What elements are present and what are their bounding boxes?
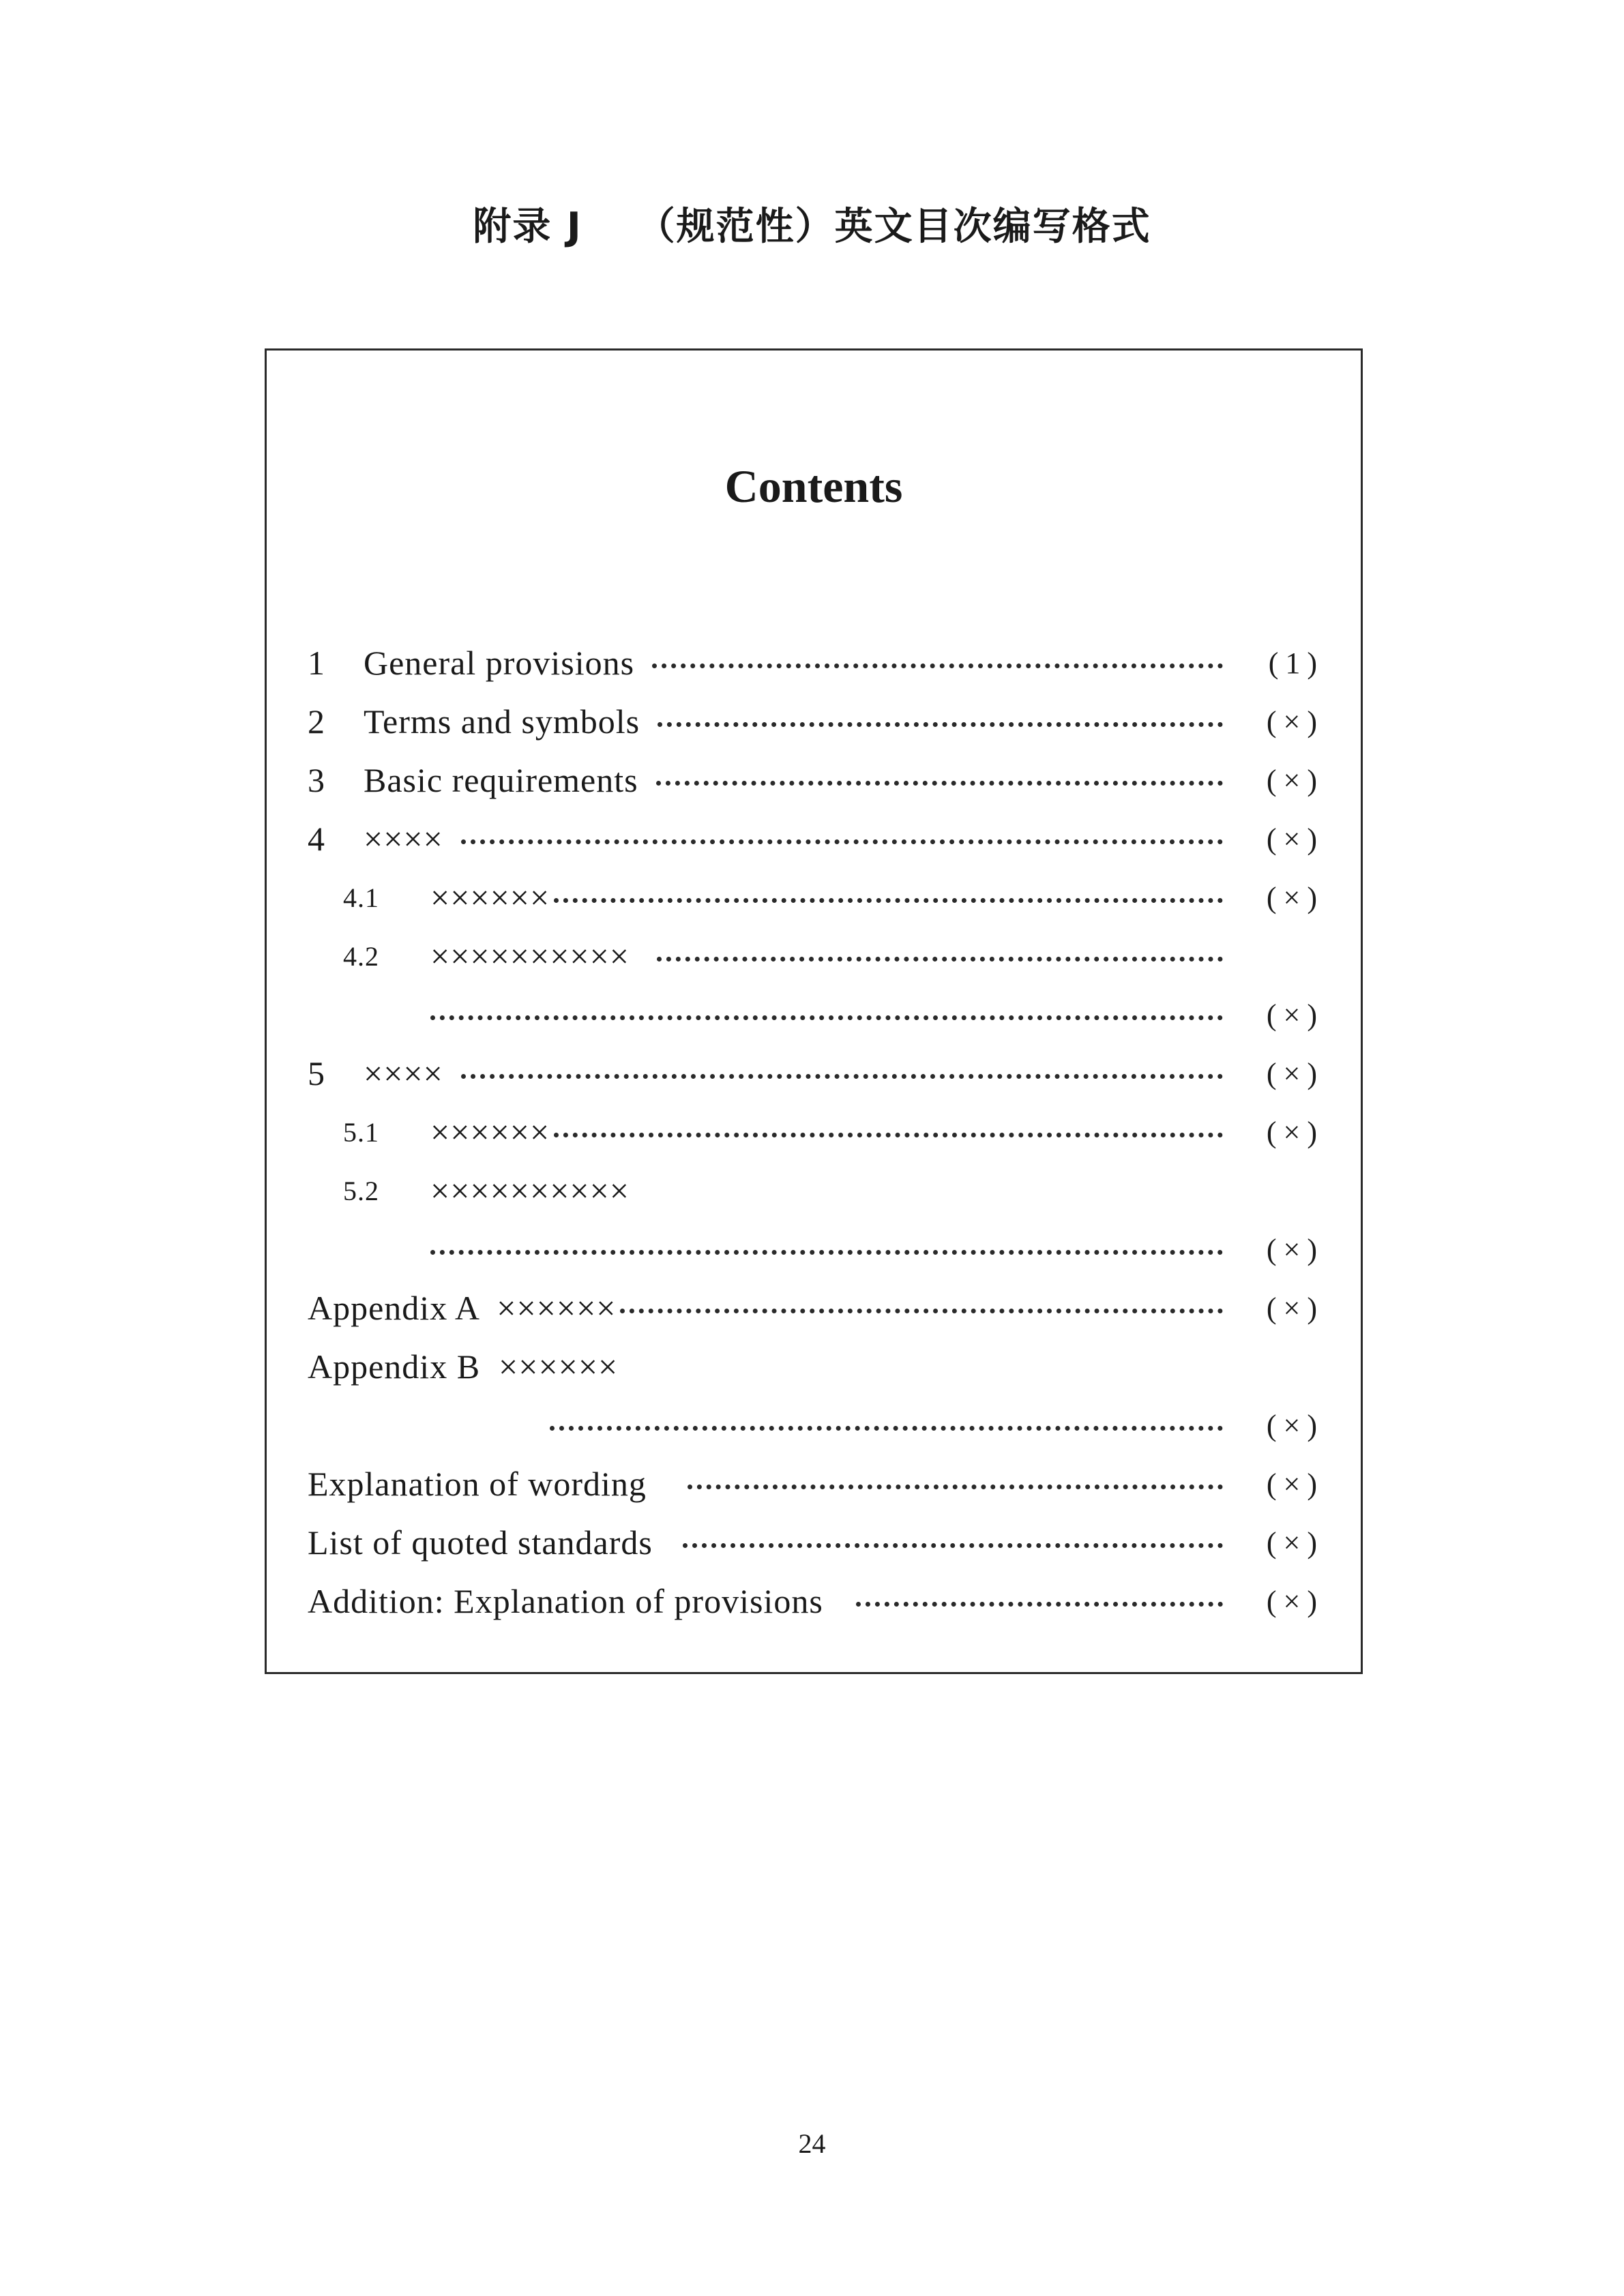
toc-entry-page: (×) <box>1266 880 1324 914</box>
appendix-heading <box>0 196 1624 251</box>
toc-subentry <box>308 868 1324 927</box>
toc-entry-page: (×) <box>1266 1584 1324 1618</box>
toc-entry-text: Appendix A ×××××× <box>308 1289 617 1327</box>
toc-continuation <box>308 1396 1324 1455</box>
toc-entry-page: (×) <box>1266 1525 1324 1560</box>
dot-leader <box>658 722 1223 727</box>
toc-entry-page: (×) <box>1266 1232 1324 1266</box>
toc-entry-page: (×) <box>1266 1115 1324 1149</box>
dot-leader <box>856 1602 1223 1607</box>
toc-entry <box>308 1044 1324 1103</box>
toc-continuation <box>308 1220 1324 1279</box>
toc-entry-text: ×××××× <box>430 1113 550 1151</box>
toc-entry-text: ×××××× <box>430 878 550 916</box>
toc-entry-page: (×) <box>1266 1056 1324 1090</box>
dot-leader <box>688 1485 1223 1489</box>
toc-continuation <box>308 985 1324 1044</box>
dot-leader <box>657 957 1223 961</box>
toc-entry-text: Basic requirements <box>364 761 638 799</box>
toc-subentry <box>308 927 1324 985</box>
dot-leader <box>430 1250 1223 1255</box>
appendix-label: 附录 J <box>473 205 582 249</box>
dot-leader <box>461 1074 1223 1079</box>
toc-entry <box>308 751 1324 809</box>
toc-entry-number: 2 <box>308 702 325 741</box>
toc-entry-text: Explanation of wording <box>308 1465 647 1503</box>
toc-frame <box>265 348 1363 1674</box>
dot-leader <box>461 839 1223 844</box>
dot-leader <box>683 1543 1223 1548</box>
dot-leader <box>656 781 1223 786</box>
toc-entry-page: (1) <box>1268 646 1324 680</box>
toc-entry-text: Addition: Explanation of provisions <box>308 1582 823 1620</box>
toc-entry-text: Terms and symbols <box>364 702 640 741</box>
toc-entry-page: (×) <box>1266 998 1324 1032</box>
toc-subentry <box>308 1103 1324 1161</box>
toc-entry-number: 4 <box>308 820 325 858</box>
appendix-title: （规范性）英文目次编写格式 <box>636 205 1151 249</box>
toc-entry <box>308 633 1324 692</box>
dot-leader <box>620 1309 1223 1313</box>
toc-entry-number: 5.2 <box>343 1175 379 1206</box>
toc-entry <box>308 1513 1324 1572</box>
toc-entry <box>308 809 1324 868</box>
toc-entry-number: 4.1 <box>343 882 379 913</box>
page-number: 24 <box>798 2128 826 2159</box>
toc-entry-text: ×××××××××× <box>430 937 630 975</box>
dot-leader <box>430 1015 1223 1020</box>
toc-entry <box>308 1572 1324 1630</box>
toc-entry <box>308 1279 1324 1337</box>
toc-entry-text: List of quoted standards <box>308 1523 653 1562</box>
dot-leader <box>550 1426 1223 1431</box>
toc-entry-page: (×) <box>1266 704 1324 739</box>
toc-subentry <box>308 1161 1324 1220</box>
toc-list <box>308 633 1324 1630</box>
toc-entry-number: 3 <box>308 761 325 799</box>
dot-leader <box>554 898 1223 903</box>
toc-entry-text: Appendix B ×××××× <box>308 1347 619 1386</box>
toc-title: Contents <box>724 460 903 512</box>
toc-entry-page: (×) <box>1266 1467 1324 1501</box>
toc-entry-page: (×) <box>1266 1291 1324 1325</box>
toc-entry-page: (×) <box>1266 763 1324 797</box>
toc-entry <box>308 1337 1324 1396</box>
toc-entry-number: 4.2 <box>343 940 379 972</box>
toc-entry-text: ×××× <box>364 820 443 858</box>
dot-leader <box>652 664 1223 668</box>
toc-entry-text: ×××××××××× <box>430 1172 630 1210</box>
toc-entry-number: 1 <box>308 644 325 682</box>
toc-entry-number: 5.1 <box>343 1116 379 1148</box>
dot-leader <box>554 1133 1223 1137</box>
toc-entry-page: (×) <box>1266 822 1324 856</box>
toc-entry-page: (×) <box>1266 1408 1324 1442</box>
toc-entry-text: General provisions <box>364 644 635 682</box>
toc-entry <box>308 1455 1324 1513</box>
toc-entry-text: ×××× <box>364 1054 443 1092</box>
toc-entry <box>308 692 1324 751</box>
toc-entry-number: 5 <box>308 1054 325 1092</box>
